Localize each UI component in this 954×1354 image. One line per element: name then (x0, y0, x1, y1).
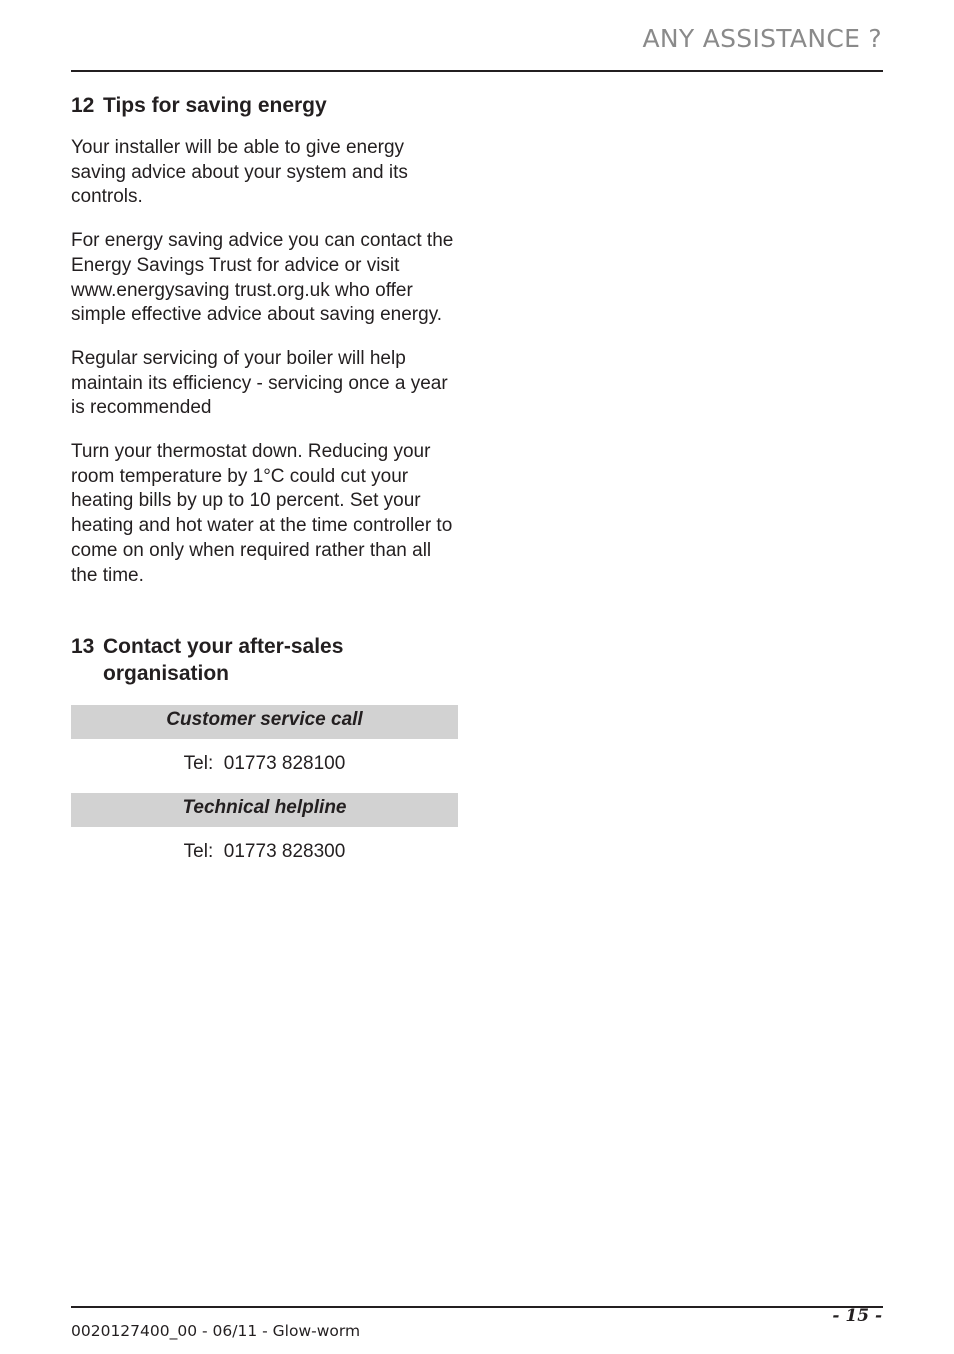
paragraph-boiler-servicing: Regular servicing of your boiler will help maintain its efficiency - servicing once a year is recommended (71, 347, 448, 419)
contact-phone-technical-helpline: Tel: 01773 828300 (183, 841, 346, 863)
paragraph-energy-savings-trust: For energy saving advice you can contact the Energy Savings Trust for advice or visit www.energysaving trust.org.uk who offer simple effective advice about saving energy. (71, 230, 454, 326)
section-13-number: 13 (71, 635, 95, 659)
footer-document-code: 0020127400_00 - 06/11 - Glow-worm (71, 1322, 361, 1340)
contact-heading-technical-helpline: Technical helpline (71, 793, 458, 827)
contact-heading-customer-service: Customer service call (71, 705, 458, 739)
section-13-heading (71, 633, 461, 687)
main-content (71, 90, 461, 881)
section-13-title: Contact your after-sales organisation (103, 635, 344, 686)
contact-phone-customer-service: Tel: 01773 828100 (183, 753, 346, 775)
footer-divider (71, 1306, 883, 1308)
section-12-number: 12 (71, 94, 95, 117)
section-12-heading (71, 92, 461, 119)
page-header-title: ANY ASSISTANCE ? (642, 24, 882, 53)
section-12-title: Tips for saving energy (103, 94, 327, 117)
header-divider (71, 70, 883, 72)
paragraph-installer-advice: Your installer will be able to give energy saving advice about your system and its controls. (71, 137, 408, 208)
page-number: - 15 - (832, 1306, 882, 1326)
paragraph-thermostat: Turn your thermostat down. Reducing your room temperature by 1°C could cut your heating bills by up to 10 percent. Set your heating and hot water at the time controller to come on only when required rather than all the time. (71, 441, 453, 586)
contact-table (71, 705, 458, 881)
